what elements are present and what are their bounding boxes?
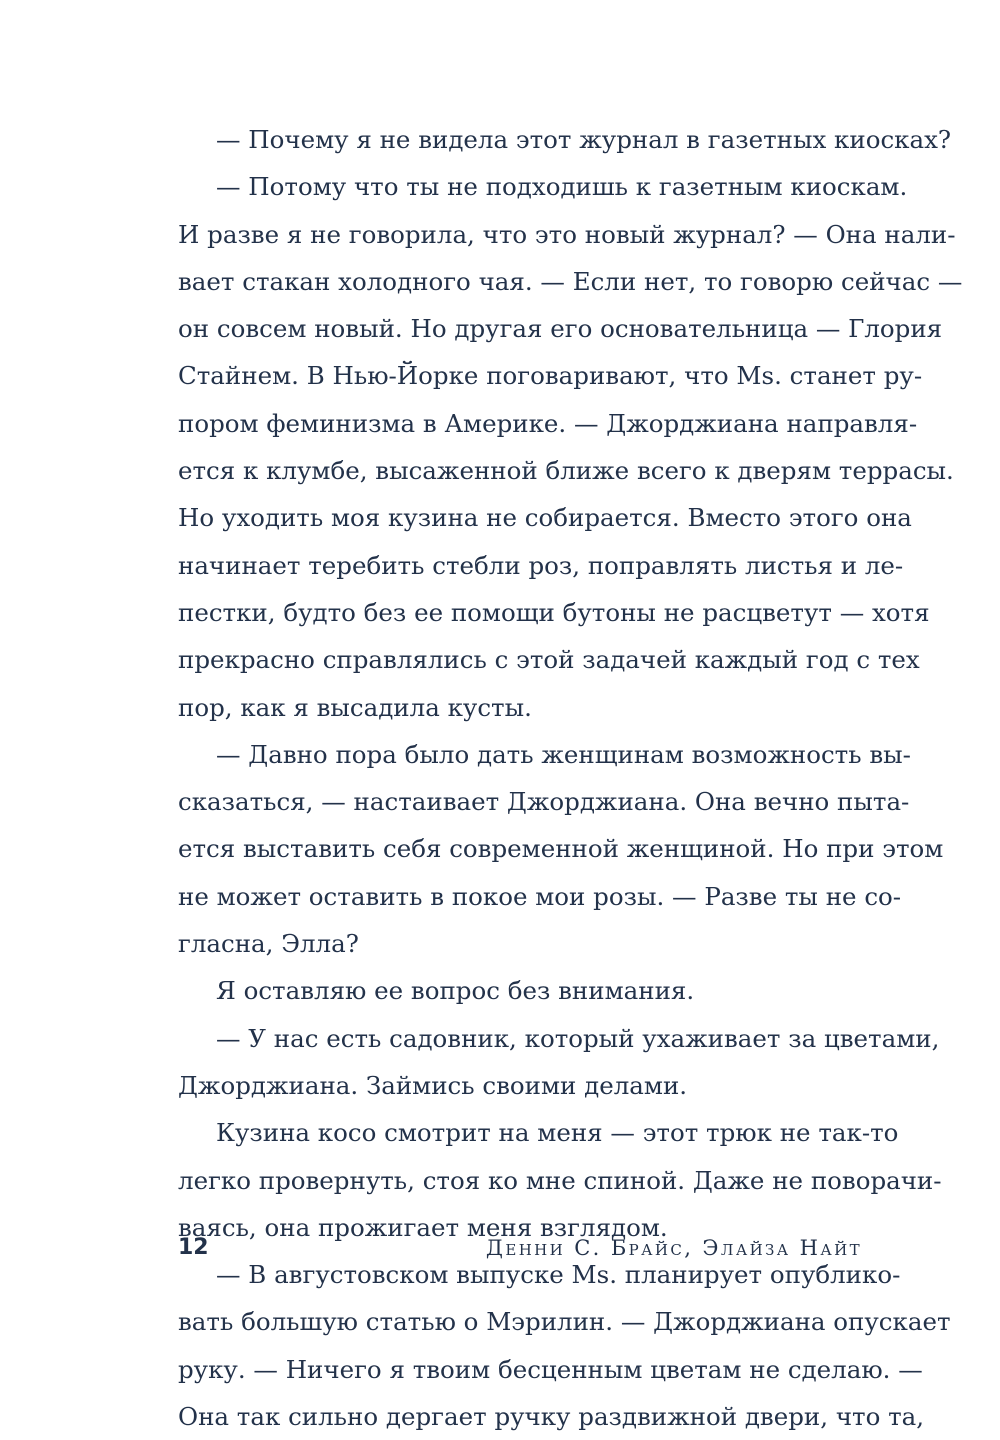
text-line: пором феминизма в Америке. — Джорджиана направля- [178, 408, 918, 438]
text-line: начинает теребить стебли роз, поправлять листья и ле- [178, 550, 904, 580]
text-line: — Почему я не видела этот журнал в газетных киосках? [216, 125, 952, 154]
text-line: Она так сильно дергает ручку раздвижной двери, что та, [178, 1402, 925, 1432]
text-line: вать большую статью о Мэрилин. — Джорджиана опускает [178, 1307, 951, 1337]
page-number: 12 [178, 1235, 209, 1260]
text-line: И разве я не говорила, что это новый журнал? — Она нали- [178, 219, 956, 249]
text-line: прекрасно справлялись с этой задачей каждый год с тех [178, 645, 920, 675]
text-line: не может оставить в покое мои розы. — Разве ты не со- [178, 881, 902, 911]
text-line: — Потому что ты не подходишь к газетным киоскам. [216, 172, 908, 202]
text-line: — У нас есть садовник, который ухаживает за цветами, [216, 1023, 940, 1053]
text-line: пор, как я высадила кусты. [178, 692, 532, 722]
text-line: — В августовском выпуске Ms. планирует опублико- [216, 1260, 901, 1290]
page-footer [178, 1232, 862, 1264]
text-line: пестки, будто без ее помощи бутоны не расцветут — хотя [178, 597, 930, 627]
text-line: Но уходить моя кузина не собирается. Вместо этого она [178, 503, 912, 533]
text-line: он совсем новый. Но другая его основательница — Глория [178, 314, 943, 344]
text-line: ется выставить себя современной женщиной. Но при этом [178, 834, 944, 864]
text-line: вает стакан холодного чая. — Если нет, то говорю сейчас — [178, 266, 963, 296]
text-line: — Давно пора было дать женщинам возможность вы- [216, 739, 911, 769]
text-line: ется к клумбе, высаженной ближе всего к дверям террасы. [178, 456, 954, 486]
text-line: гласна, Элла? [178, 929, 359, 959]
text-line: легко провернуть, стоя ко мне спиной. Даже не поворачи- [178, 1165, 942, 1195]
text-line: Я оставляю ее вопрос без внимания. [216, 976, 695, 1006]
running-head-authors: Денни С. Брайс, Элайза Найт [485, 1236, 862, 1260]
text-line: руку. — Ничего я твоим бесценным цветам не сделаю. — [178, 1354, 923, 1384]
text-line: сказаться, — настаивает Джорджиана. Она вечно пыта- [178, 787, 910, 817]
text-line: Стайнем. В Нью-Йорке поговаривают, что Ms. станет ру- [178, 361, 923, 391]
text-line: ваясь, она прожигает меня взглядом. [178, 1212, 668, 1242]
text-line: Джорджиана. Займись своими делами. [178, 1070, 688, 1100]
text-line: Кузина косо смотрит на меня — этот трюк не так-то [216, 1118, 899, 1148]
